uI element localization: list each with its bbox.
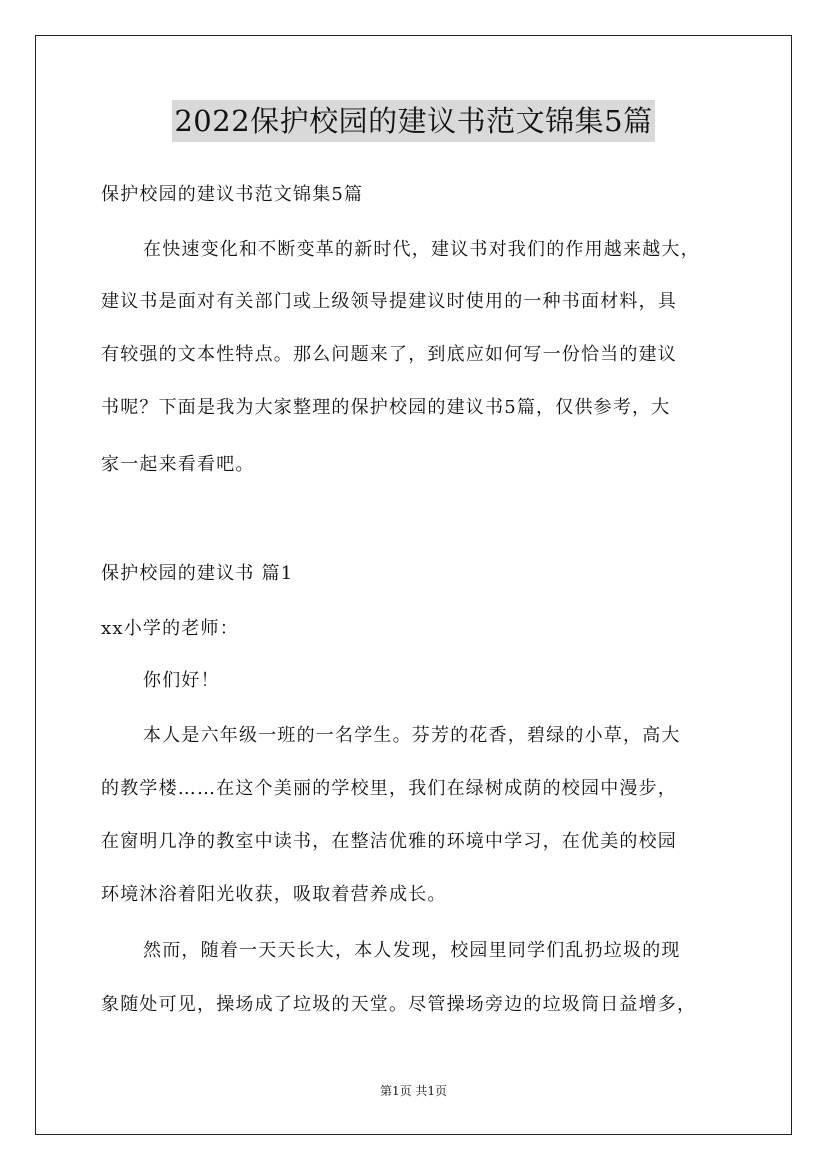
intro-line-4: 书呢？下面是我为大家整理的保护校园的建议书5篇，仅供参考，大 [101, 397, 671, 418]
section-heading: 保护校园的建议书 篇1 [101, 563, 294, 584]
greeting: 你们好！ [143, 670, 220, 691]
para2-line-1: 然而，随着一天天长大，本人发现，校园里同学们乱扔垃圾的现 [143, 940, 681, 961]
document-subtitle: 保护校园的建议书范文锦集5篇 [101, 184, 364, 205]
page-footer: 第1页 共1页 [379, 1084, 448, 1098]
para1-line-2: 的教学楼……在这个美丽的学校里，我们在绿树成荫的校园中漫步， [101, 778, 677, 799]
document-title: 2022保护校园的建议书范文锦集5篇 [172, 100, 654, 142]
intro-line-1: 在快速变化和不断变革的新时代，建议书对我们的作用越来越大， [143, 239, 700, 260]
para1-line-3: 在窗明几净的教室中读书，在整洁优雅的环境中学习，在优美的校园 [101, 831, 677, 852]
intro-line-3: 有较强的文本性特点。那么问题来了，到底应如何写一份恰当的建议 [101, 344, 677, 365]
intro-line-2: 建议书是面对有关部门或上级领导提建议时使用的一种书面材料，具 [101, 291, 677, 312]
salutation: xx小学的老师： [101, 618, 239, 639]
title-container [0, 100, 827, 142]
intro-line-5: 家一起来看看吧。 [101, 454, 255, 475]
para1-line-4: 环境沐浴着阳光收获，吸取着营养成长。 [101, 884, 447, 905]
para2-line-2: 象随处可见，操场成了垃圾的天堂。尽管操场旁边的垃圾筒日益增多， [101, 994, 697, 1015]
para1-line-1: 本人是六年级一班的一名学生。芬芳的花香，碧绿的小草，高大 [143, 725, 681, 746]
